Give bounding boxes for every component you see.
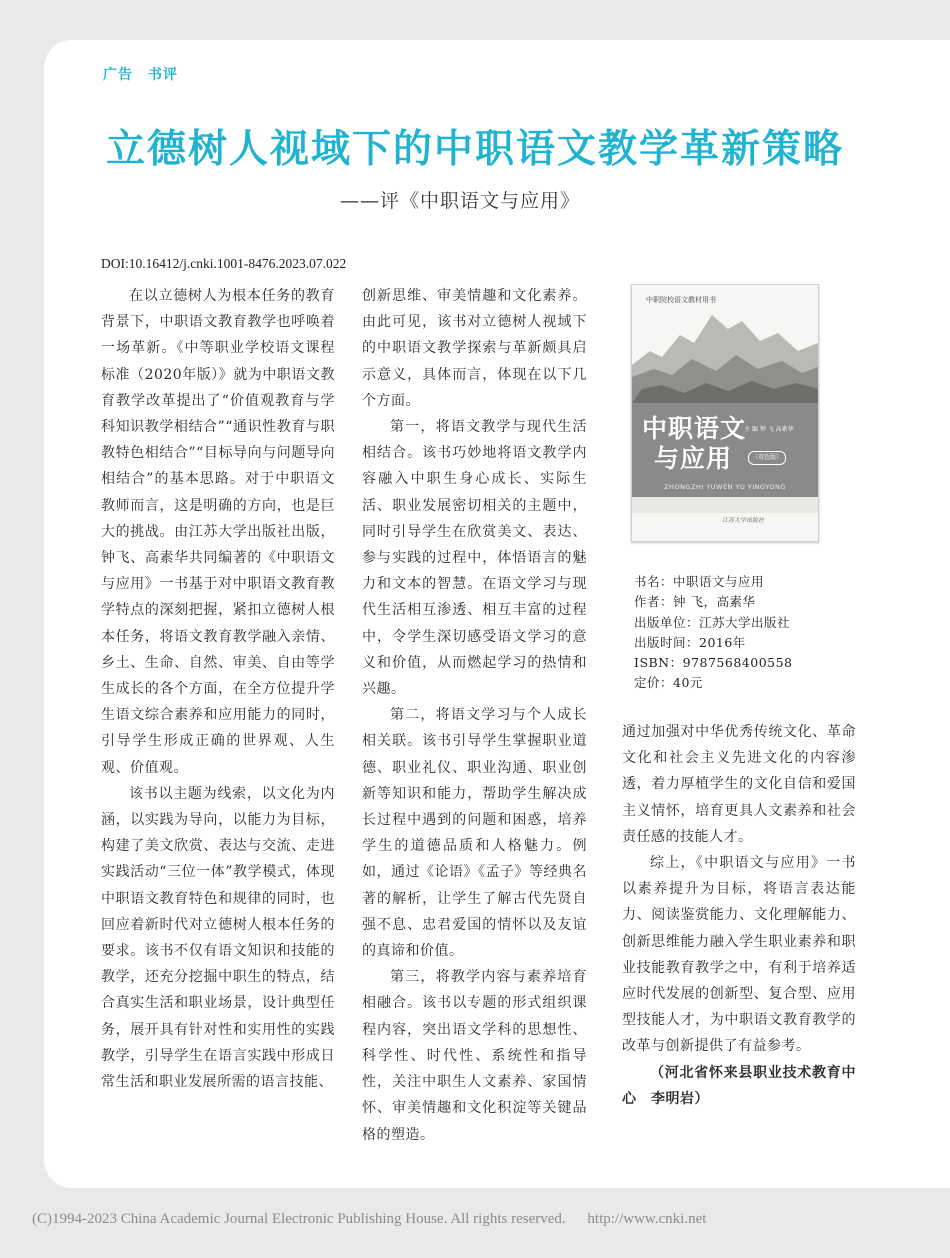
cover-publisher-logo: 江苏大学出版社 bbox=[722, 517, 765, 524]
book-info-isbn: ISBN：9787568400558 bbox=[634, 655, 793, 671]
book-info bbox=[634, 572, 793, 694]
cover-title-line2: 与应用 bbox=[654, 444, 733, 473]
book-info-author: 作者：钟 飞，高素华 bbox=[634, 594, 756, 610]
doi: DOI:10.16412/j.cnki.1001-8476.2023.07.022 bbox=[101, 256, 347, 271]
copyright-footer bbox=[32, 1211, 706, 1228]
paragraph: 第一，将语文教学与现代生活相结合。该书巧妙地将语文教学内容融入中职生身心成长、实际生活、职业发展密切相关的主题中，同时引导学生在欣赏美文、表达、参与实践的过程中，体悟语言的魅力和文本的智慧。在语文学习与现代生活相互渗透、相互丰富的过程中，令学生深切感受语文学习的意义和价值，从而燃起学习的热情和兴趣。 bbox=[362, 419, 587, 698]
book-info-price: 定价：40元 bbox=[634, 675, 703, 691]
cover-title-line1: 中职语文 bbox=[642, 414, 747, 443]
cover-editors: 主 编 钟 飞 高素华 bbox=[744, 426, 794, 433]
text-column-2 bbox=[362, 283, 587, 1148]
copyright-text: (C)1994-2023 China Academic Journal Electronic Publishing House. All rights reserved. bbox=[32, 1211, 566, 1227]
paragraph: 综上，《中职语文与应用》一书以素养提升为目标，将语言表达能力、阅读鉴赏能力、文化理解能力、创新思维能力融入学生职业素养和职业技能教育教学之中，有利于培养适应时代发展的创新型、复合型、应用型技能人才，为中职语文教育教学的改革与创新提供了有益参考。 bbox=[622, 855, 856, 1055]
section-tag: 广告 书评 bbox=[103, 67, 178, 83]
article-subtitle: ——评《中职语文与应用》 bbox=[340, 190, 581, 212]
cover-series-label: 中职院校语文教材用书 bbox=[646, 296, 716, 304]
book-info-publisher: 出版单位：江苏大学出版社 bbox=[634, 614, 791, 630]
book-cover-image bbox=[631, 284, 819, 542]
paragraph: 第三，将教学内容与素养培育相融合。该书以专题的形式组织课程内容，突出语文学科的思想性、科学性、时代性、系统性和指导性，关注中职生人文素养、家国情怀、审美情趣和文化积淀等关键品格的塑造。 bbox=[362, 969, 587, 1143]
text-column-1 bbox=[101, 283, 335, 1095]
book-info-name: 书名：中职语文与应用 bbox=[634, 574, 765, 589]
text-column-3 bbox=[622, 719, 856, 1112]
cnki-link[interactable]: http://www.cnki.net bbox=[587, 1211, 707, 1227]
article-title: 立德树人视域下的中职语文教学革新策略 bbox=[105, 127, 844, 172]
cover-pinyin: ZHONGZHI YUWEN YU YINGYONG bbox=[664, 483, 786, 491]
paragraph: 第二，将语文学习与个人成长相关联。该书引导学生掌握职业道德、职业礼仪、职业沟通、职业创新等知识和能力，帮助学生解决成长过程中遇到的问题和困惑，培养学生的道德品质和人格魅力。例如，通过《论语》《孟子》等经典名著的解析，让学生了解古代先贤自强不息、忠君爱国的情怀以及友谊的真谛和价值。 bbox=[362, 707, 587, 960]
cover-edition-badge: （双色版） bbox=[748, 451, 786, 465]
paragraph: 该书以主题为线索，以文化为内涵，以实践为导向，以能力为目标，构建了美文欣赏、表达与交流、走进实践活动“三位一体”教学模式，体现中职语文教育特色和规律的同时，也回应着新时代对立德树人根本任务的要求。该书不仅有语文知识和技能的教学，还充分挖掘中职生的特点，结合真实生活和职业场景，设计典型任务，展开具有针对性和实用性的实践教学，引导学生在语言实践中形成日常生活和职业发展所需的语言技能、 bbox=[101, 785, 335, 1091]
paragraph: 在以立德树人为根本任务的教育背景下，中职语文教育教学也呼唤着一场革新。《中等职业学校语文课程标准（2020年版）》就为中职语文教育教学改革提出了“价值观教育与学科知识教学相结合”“通识性教育与职教特色相结合”“目标导向与问题导向相结合”的基本思路。对于中职语文教师而言，这是明确的方向，也是巨大的挑战。由江苏大学出版社出版，钟飞、高素华共同编著的《中职语文与应用》一书基于对中职语文教育教学特点的深刻把握，紧扣立德树人根本任务，将语文教育教学融入亲情、乡土、生命、自然、审美、自由等学生成长的各个方面，在全方位提升学生语文综合素养和应用能力的同时，引导学生形成正确的世界观、人生观、价值观。 bbox=[101, 288, 335, 776]
paragraph: 通过加强对中华优秀传统文化、革命文化和社会主义先进文化的内容渗透，着力厚植学生的文化自信和爱国主义情怀，培育更具人文素养和社会责任感的技能人才。 bbox=[622, 724, 856, 845]
author-signature: （河北省怀来县职业技术教育中心 李明岩） bbox=[622, 1064, 856, 1107]
book-info-date: 出版时间：2016年 bbox=[634, 634, 746, 650]
paragraph: 创新思维、审美情趣和文化素养。由此可见，该书对立德树人视域下的中职语文教学探索与革新颇具启示意义，具体而言，体现在以下几个方面。 bbox=[362, 288, 587, 409]
